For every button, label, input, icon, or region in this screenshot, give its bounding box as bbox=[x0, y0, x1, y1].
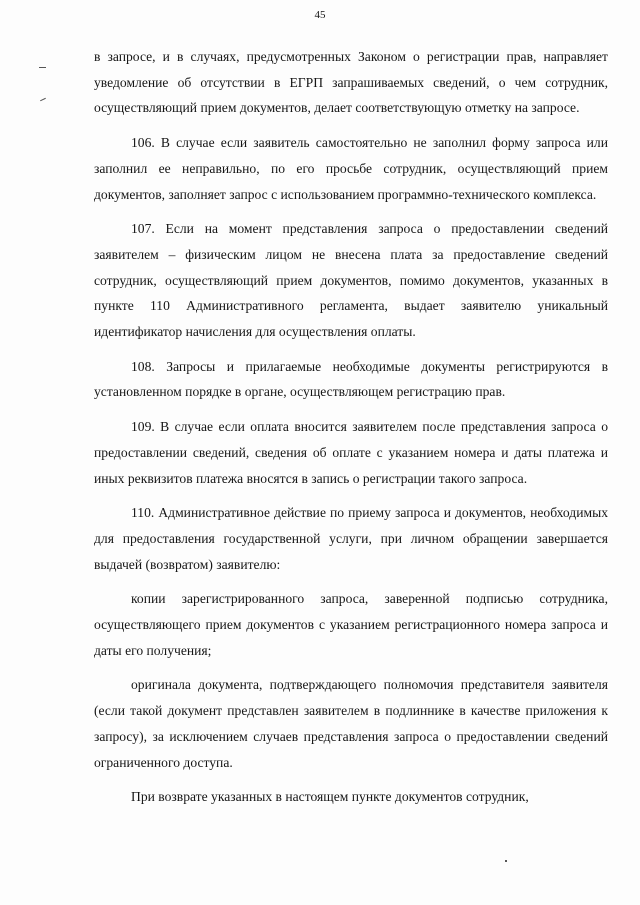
paragraph-109: 109. В случае если оплата вносится заявителем после представления запроса о предоставлении сведений, сведения об оплате с указанием номера и даты платежа и иных реквизитов платежа вносятся в запись о регистрации такого запроса. bbox=[94, 419, 608, 486]
paragraph-110: 110. Административное действие по приему запроса и документов, необходимых для предоставления государственной услуги, при личном обращении завершается выдачей (возвратом) заявителю: bbox=[94, 505, 608, 572]
list-item-copy: копии зарегистрированного запроса, заверенной подписью сотрудника, осуществляющего прием документов с указанием регистрационного номера запроса и даты его получения; bbox=[94, 591, 608, 658]
list-item-original: оригинала документа, подтверждающего полномочия представителя заявителя (если такой документ представлен заявителем в подлиннике в качестве приложения к запросу), за исключением случаев представления запроса о предоставлении сведений ограниченного доступа. bbox=[94, 677, 608, 770]
paragraph-107: 107. Если на момент представления запроса о предоставлении сведений заявителем – физическим лицом не внесена плата за предоставление сведений сотрудник, осуществляющий прием документов, помимо документов, указанных в пункте 110 Административного регламента, выдает заявителю уникальный идентификатор начисления для осуществления оплаты. bbox=[94, 221, 608, 340]
paragraph-108: 108. Запросы и прилагаемые необходимые документы регистрируются в установленном порядке в органе, осуществляющем регистрацию прав. bbox=[94, 358, 608, 400]
paragraph-106: 106. В случае если заявитель самостоятельно не заполнил форму запроса или заполнил ее неправильно, по его просьбе сотрудник, осуществляющий прием документов, заполняет запрос с использованием программно-технического комплекса. bbox=[94, 135, 608, 202]
page-number: 45 bbox=[314, 9, 326, 21]
margin-mark bbox=[505, 860, 507, 862]
margin-mark bbox=[39, 67, 46, 68]
document-body bbox=[94, 44, 608, 810]
paragraph-return: При возврате указанных в настоящем пункте документов сотрудник, bbox=[131, 789, 529, 805]
paragraph-continuation: в запросе, и в случаях, предусмотренных Законом о регистрации прав, направляет уведомление об отсутствии в ЕГРП запрашиваемых сведений, о чем сотрудник, осуществляющий прием документов, делает соответствующую отметку на запросе. bbox=[94, 49, 608, 116]
margin-mark bbox=[40, 98, 46, 102]
